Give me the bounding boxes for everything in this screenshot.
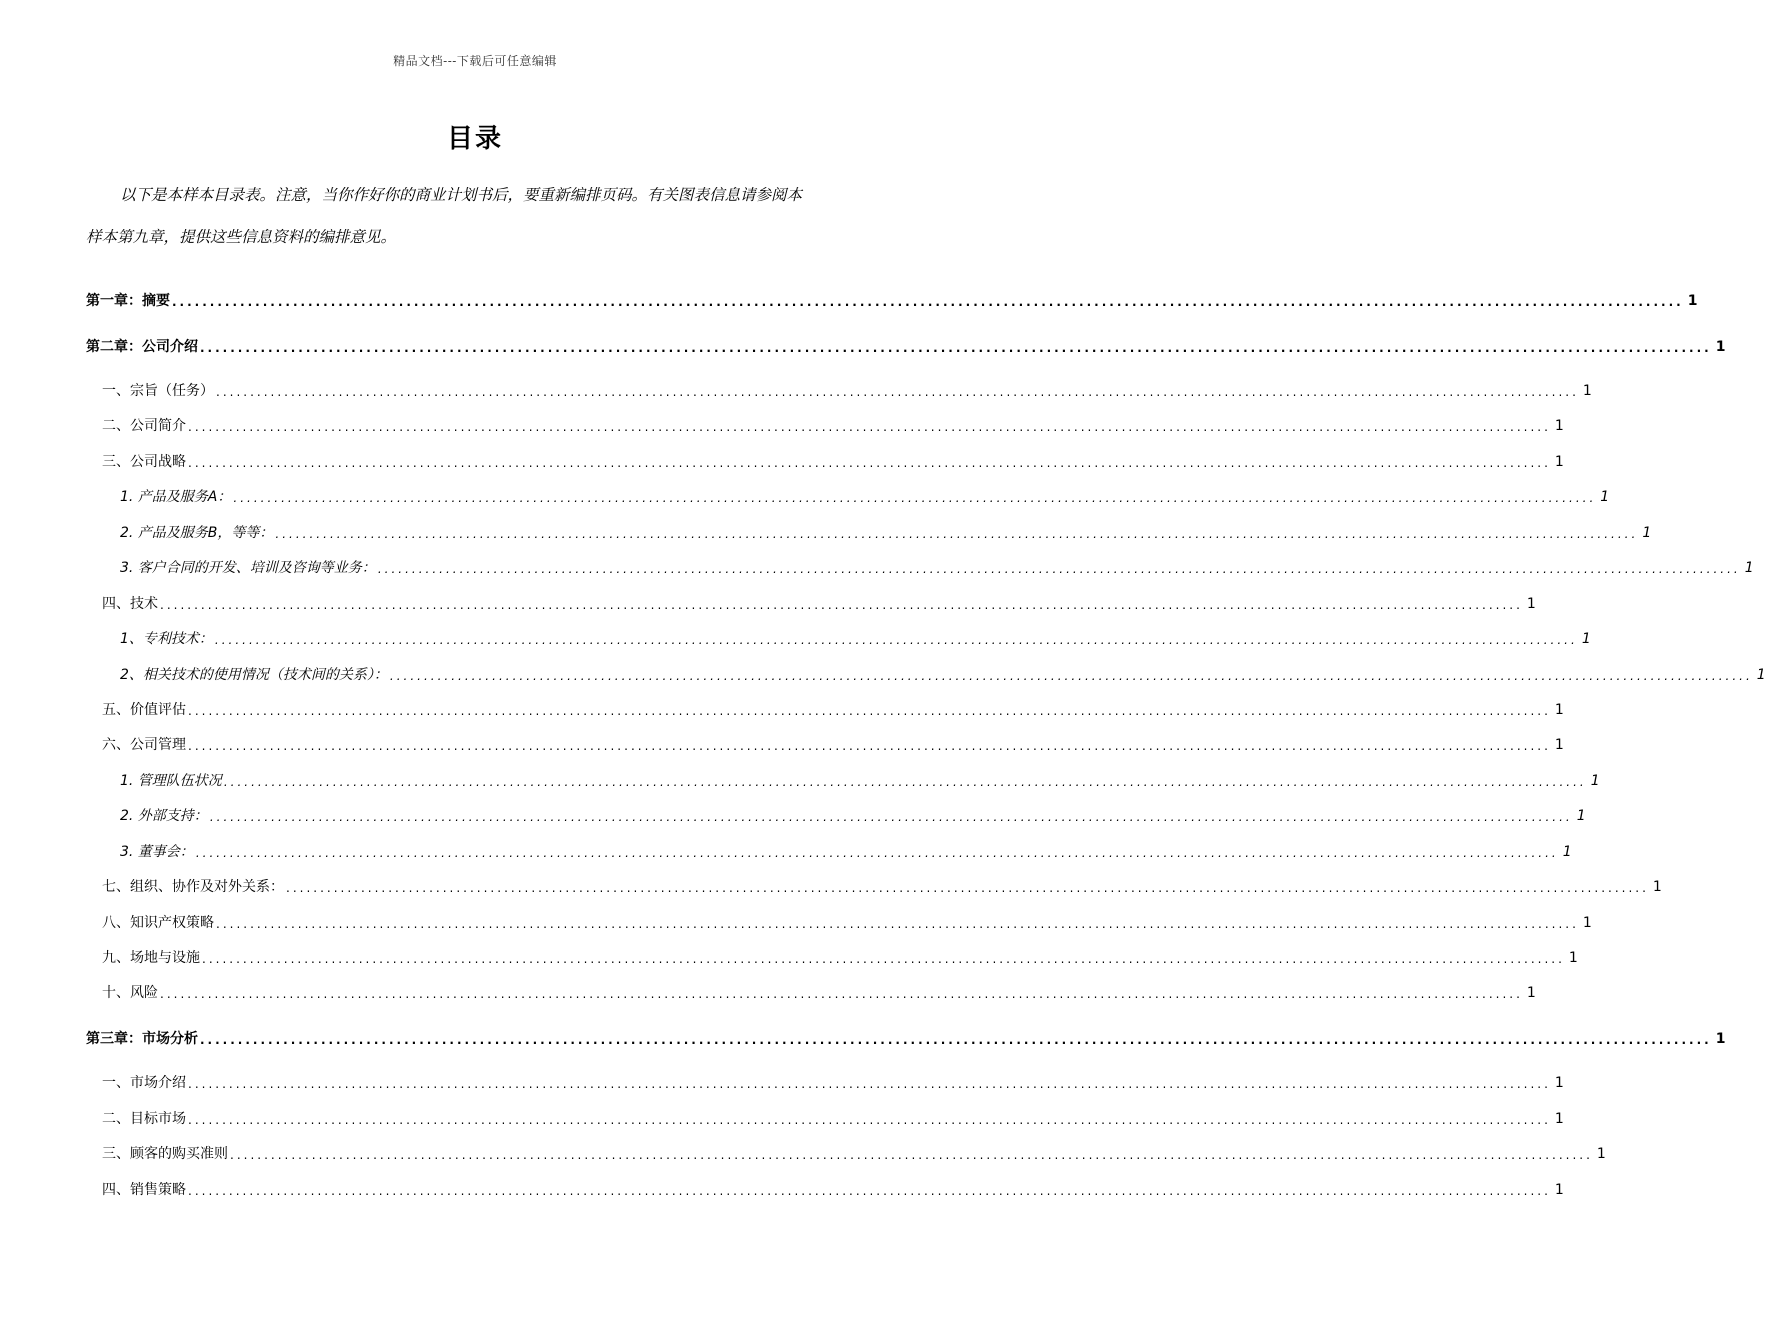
- toc-entry-label: 二、目标市场: [102, 1111, 186, 1127]
- toc-entry-label: 2. 外部支持：: [120, 808, 208, 824]
- intro-paragraph: 以下是本样本目录表。注意，当你作好你的商业计划书后，要重新编排页码。有关图表信息请参阅本样本第九章，提供这些信息资料的编排意见。: [86, 186, 803, 246]
- toc-entry[interactable]: [86, 805, 1586, 827]
- toc-page-number: 1: [1652, 879, 1662, 895]
- toc-entry[interactable]: [86, 593, 1536, 615]
- toc-entry[interactable]: [86, 876, 1662, 898]
- toc-entry[interactable]: [86, 699, 1564, 721]
- toc-entry[interactable]: [86, 912, 1592, 934]
- toc-entry[interactable]: [86, 1143, 1606, 1165]
- toc-entry[interactable]: [86, 841, 1572, 863]
- toc-entry[interactable]: [86, 947, 1578, 969]
- toc-page-number: 1: [1600, 489, 1610, 505]
- toc-page-number: 1: [1568, 950, 1578, 966]
- toc-leader: ........................................................................................................................................................................................................: [223, 775, 1587, 789]
- toc-entry-label: 第一章：摘要: [86, 293, 170, 309]
- toc-entry[interactable]: [86, 290, 1698, 312]
- toc-entry-label: 十、风险: [102, 985, 158, 1001]
- toc-leader: ........................................................................................................................................................................................................: [188, 420, 1551, 434]
- toc-entry-label: 3. 董事会：: [120, 844, 194, 860]
- toc-entry-label: 六、公司管理: [102, 737, 186, 753]
- toc-entry-label: 九、场地与设施: [102, 950, 200, 966]
- toc-entry[interactable]: [86, 1028, 1726, 1050]
- toc-leader: ........................................................................................................................................................................................................: [188, 739, 1551, 753]
- toc-page-number: 1: [1554, 737, 1564, 753]
- toc-entry[interactable]: [86, 664, 1766, 686]
- toc-leader: ........................................................................................................................................................................................................: [188, 1077, 1551, 1091]
- toc-page-number: 1: [1554, 418, 1564, 434]
- toc-entry-label: 1. 管理队伍状况: [120, 773, 222, 789]
- toc-leader: ........................................................................................................................................................................................................: [160, 598, 1523, 612]
- toc-page-number: 1: [1596, 1146, 1606, 1162]
- toc-entry-label: 三、公司战略: [102, 454, 186, 470]
- toc-leader: ........................................................................................................................................................................................................: [200, 1033, 1712, 1047]
- toc-entry-label: 一、宗旨（任务）: [102, 383, 214, 399]
- toc-entry[interactable]: [86, 336, 1726, 358]
- toc-page-number: 1: [1526, 985, 1536, 1001]
- toc-entry[interactable]: [86, 415, 1564, 437]
- toc-leader: ........................................................................................................................................................................................................: [233, 491, 1597, 505]
- toc-page-number: 1: [1590, 773, 1600, 789]
- toc-entry[interactable]: [86, 380, 1592, 402]
- toc-page-number: 1: [1554, 702, 1564, 718]
- toc-entry[interactable]: [86, 486, 1610, 508]
- toc-entry-label: 2、相关技术的使用情况（技术间的关系）：: [120, 667, 388, 683]
- toc-entry-label: 3. 客户合同的开发、培训及咨询等业务：: [120, 560, 376, 576]
- toc-entry-label: 五、价值评估: [102, 702, 186, 718]
- toc-leader: ........................................................................................................................................................................................................: [188, 1184, 1551, 1198]
- toc-entry[interactable]: [86, 557, 1754, 579]
- toc-page-number: 1: [1581, 631, 1591, 647]
- toc-leader: ........................................................................................................................................................................................................: [230, 1148, 1593, 1162]
- toc-entry-label: 1. 产品及服务A：: [120, 489, 232, 505]
- toc-leader: ........................................................................................................................................................................................................: [172, 295, 1684, 309]
- toc-page-number: 1: [1554, 1111, 1564, 1127]
- toc-entry[interactable]: [86, 734, 1564, 756]
- toc-entry-label: 四、销售策略: [102, 1182, 186, 1198]
- toc-page-number: 1: [1756, 667, 1766, 683]
- toc-page-number: 1: [1576, 808, 1586, 824]
- toc-leader: ........................................................................................................................................................................................................: [209, 810, 1573, 824]
- toc-leader: ........................................................................................................................................................................................................: [389, 669, 1753, 683]
- toc-page-number: 1: [1582, 383, 1592, 399]
- toc-entry[interactable]: [86, 982, 1536, 1004]
- toc-leader: ........................................................................................................................................................................................................: [202, 952, 1565, 966]
- toc-entry[interactable]: [86, 522, 1652, 544]
- toc-leader: ........................................................................................................................................................................................................: [200, 341, 1712, 355]
- toc-leader: ........................................................................................................................................................................................................: [160, 987, 1523, 1001]
- toc-leader: ........................................................................................................................................................................................................: [188, 1113, 1551, 1127]
- toc-page-number: 1: [1582, 915, 1592, 931]
- toc-entry[interactable]: [86, 1179, 1564, 1201]
- toc-entry[interactable]: [86, 628, 1591, 650]
- toc-page-number: 1: [1642, 525, 1652, 541]
- toc-leader: ........................................................................................................................................................................................................: [216, 385, 1579, 399]
- toc-entry-label: 一、市场介绍: [102, 1075, 186, 1091]
- toc-leader: ........................................................................................................................................................................................................: [195, 846, 1559, 860]
- toc-entry-label: 三、顾客的购买准则: [102, 1146, 228, 1162]
- toc-page-number: 1: [1554, 1075, 1564, 1091]
- toc-entry-label: 2. 产品及服务B，等等：: [120, 525, 274, 541]
- toc-leader: ........................................................................................................................................................................................................: [188, 704, 1551, 718]
- toc-leader: ........................................................................................................................................................................................................: [286, 881, 1649, 895]
- toc-entry[interactable]: [86, 451, 1564, 473]
- toc-entry-label: 第二章：公司介绍: [86, 339, 198, 355]
- toc-entry-label: 四、技术: [102, 596, 158, 612]
- page-title: 目录: [446, 124, 503, 154]
- toc-entry-label: 八、知识产权策略: [102, 915, 214, 931]
- toc-entry[interactable]: [86, 1072, 1564, 1094]
- toc-entry-label: 七、组织、协作及对外关系：: [102, 879, 284, 895]
- header-note: 精品文档---下载后可任意编辑: [393, 54, 557, 68]
- toc-page-number: 1: [1687, 293, 1698, 309]
- toc-entry-label: 二、公司简介: [102, 418, 186, 434]
- table-of-contents: [86, 0, 1766, 1344]
- toc-entry[interactable]: [86, 1108, 1564, 1130]
- toc-leader: ........................................................................................................................................................................................................: [214, 633, 1578, 647]
- toc-entry-label: 第三章：市场分析: [86, 1031, 198, 1047]
- toc-page-number: 1: [1562, 844, 1572, 860]
- toc-page-number: 1: [1715, 1031, 1726, 1047]
- toc-leader: ........................................................................................................................................................................................................: [188, 456, 1551, 470]
- toc-entry[interactable]: [86, 770, 1600, 792]
- toc-page-number: 1: [1554, 1182, 1564, 1198]
- toc-leader: ........................................................................................................................................................................................................: [377, 562, 1741, 576]
- toc-page-number: 1: [1554, 454, 1564, 470]
- toc-page-number: 1: [1744, 560, 1754, 576]
- toc-page-number: 1: [1526, 596, 1536, 612]
- toc-leader: ........................................................................................................................................................................................................: [275, 527, 1639, 541]
- toc-leader: ........................................................................................................................................................................................................: [216, 917, 1579, 931]
- toc-page-number: 1: [1715, 339, 1726, 355]
- toc-entry-label: 1、专利技术：: [120, 631, 213, 647]
